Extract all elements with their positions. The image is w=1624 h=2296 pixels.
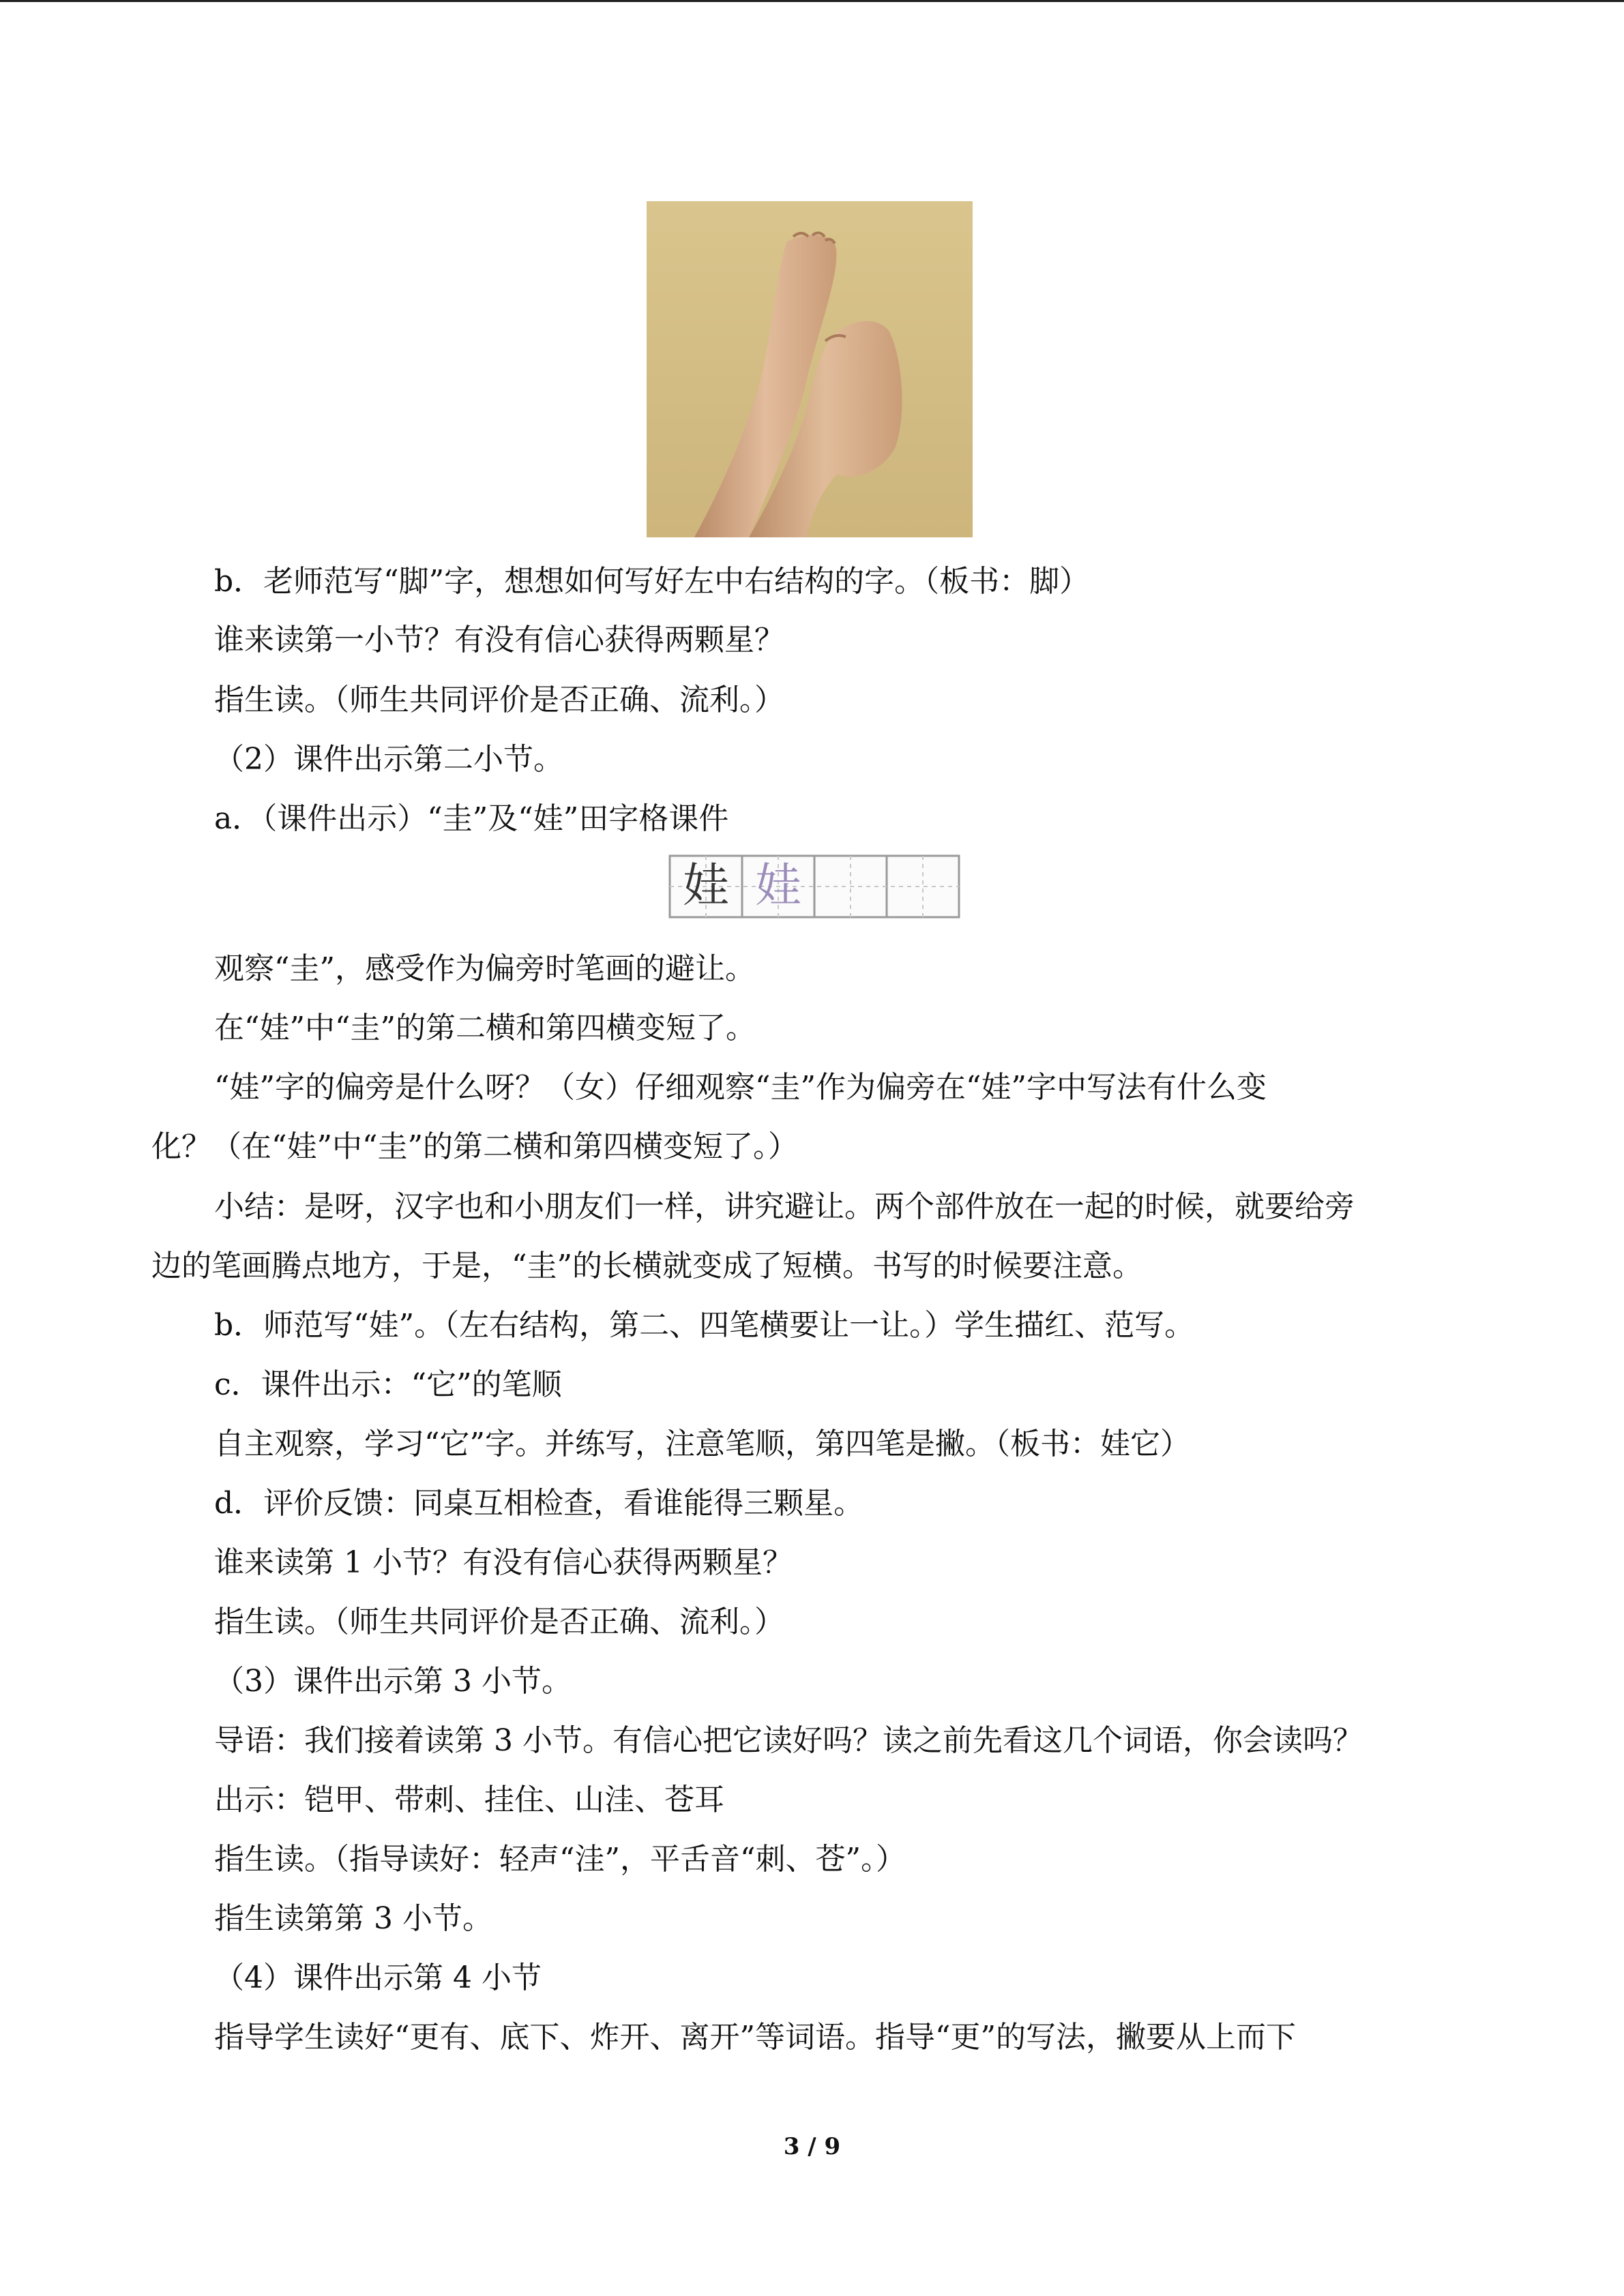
text-line: 导语：我们接着读第 3 小节。有信心把它读好吗？读之前先看这几个词语，你会读吗？: [214, 1723, 1363, 1758]
text-line: （4）课件出示第 4 小节: [214, 1960, 542, 1995]
text-line: 指生读第第 3 小节。: [214, 1901, 492, 1936]
text-line: “娃”字的偏旁是什么呀？（女）仔细观察“圭”作为偏旁在“娃”字中写法有什么变: [214, 1070, 1267, 1105]
text-line: b．师范写“娃”。（左右结构，第二、四笔横要让一让。）学生描红、范写。: [214, 1308, 1195, 1343]
text-line: b．老师范写“脚”字，想想如何写好左中右结构的字。（板书：脚）: [214, 564, 1090, 599]
text-line: （3）课件出示第 3 小节。: [214, 1664, 572, 1699]
text-line: c．课件出示：“它”的笔顺: [214, 1367, 562, 1402]
grid-char-trace: 娃: [754, 859, 802, 913]
tianzige-grid: [668, 850, 960, 921]
text-line: 指导学生读好“更有、底下、炸开、离开”等词语。指导“更”的写法，撇要从上而下: [214, 2020, 1296, 2055]
top-border: [0, 0, 1624, 2]
text-line: 在“娃”中“圭”的第二横和第四横变短了。: [214, 1011, 756, 1045]
text-line: （2）课件出示第二小节。: [214, 742, 563, 777]
text-line: 自主观察，学习“它”字。并练写，注意笔顺，第四笔是撇。（板书：娃它）: [214, 1427, 1190, 1461]
text-line: a．（课件出示）“圭”及“娃”田字格课件: [214, 801, 729, 836]
page-number: 3 / 9: [783, 2133, 841, 2160]
text-line: 谁来读第一小节？有没有信心获得两颗星？: [214, 623, 784, 657]
feet-photo: [647, 201, 973, 537]
text-line: 指生读。（师生共同评价是否正确、流利。）: [214, 1605, 784, 1639]
text-line: 小结：是呀，汉字也和小朋友们一样，讲究避让。两个部件放在一起的时候，就要给旁: [214, 1189, 1355, 1224]
text-line: 化？（在“娃”中“圭”的第二横和第四横变短了。）: [151, 1129, 798, 1164]
text-line: 指生读。（师生共同评价是否正确、流利。）: [214, 683, 784, 717]
text-line: d．评价反馈：同桌互相检查，看谁能得三颗星。: [214, 1486, 864, 1521]
text-line: 谁来读第 1 小节？有没有信心获得两颗星？: [214, 1545, 793, 1580]
text-line: 指生读。（指导读好：轻声“洼”，平舌音“刺、苍”。）: [214, 1842, 906, 1877]
text-line: 观察“圭”，感受作为偏旁时笔画的避让。: [214, 951, 755, 986]
grid-char-solid: 娃: [682, 859, 730, 913]
text-line: 出示：铠甲、带刺、挂住、山洼、苍耳: [214, 1783, 724, 1817]
text-line: 边的笔画腾点地方，于是，“圭”的长横就变成了短横。书写的时候要注意。: [151, 1249, 1142, 1283]
